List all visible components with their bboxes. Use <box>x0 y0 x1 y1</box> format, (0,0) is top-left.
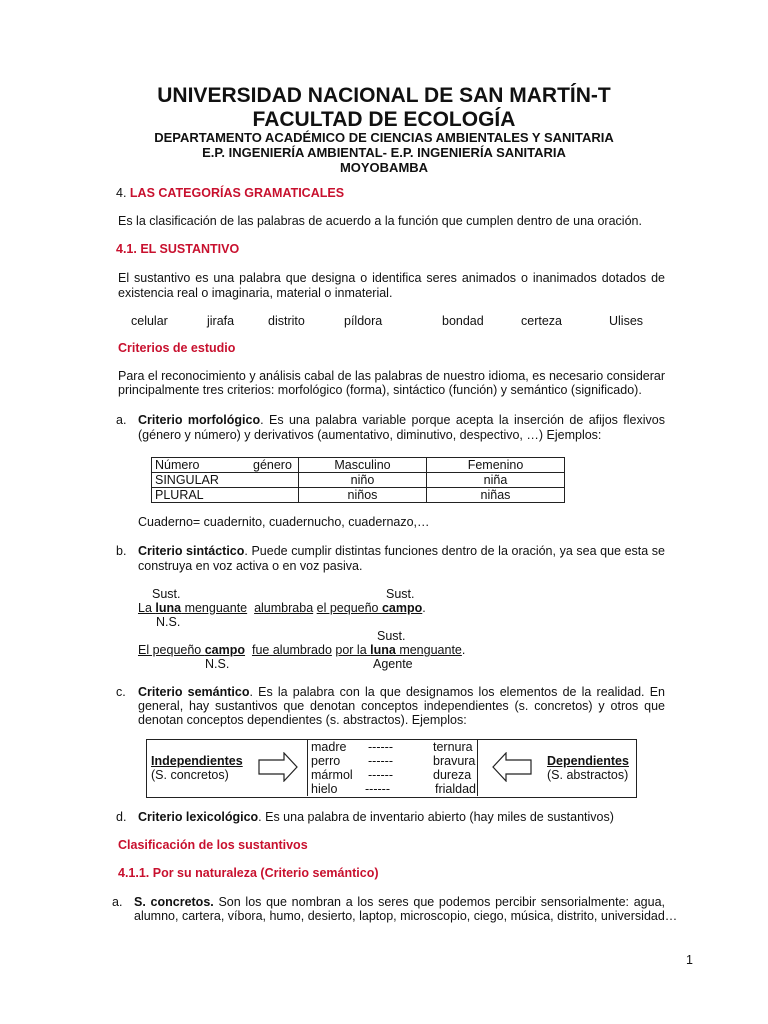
section-411-letter: a. <box>112 895 123 909</box>
row-masculino: niños <box>299 488 427 503</box>
ns-label: N.S. <box>205 657 230 671</box>
criterios-line1: Para el reconocimiento y análisis cabal de las palabras de nuestro idioma, es necesario considerar <box>118 369 665 383</box>
pair-b: bravura <box>433 754 476 768</box>
crit-d-text: . Es una palabra de inventario abierto (hay miles de sustantivos) <box>258 810 614 824</box>
crit-a-name: Criterio morfológico <box>138 413 261 427</box>
crit-b-line1 <box>138 544 665 559</box>
criterios-line2: principalmente tres criterios: morfológico (forma), sintáctico (función) y semántico (significado). <box>118 383 642 397</box>
clasif-title: Clasificación de los sustantivos <box>118 838 308 852</box>
row-label: SINGULAR <box>152 473 299 488</box>
example-word: bondad <box>442 314 484 328</box>
crit-b-text: . Puede cumplir distintas funciones dentro de la oración, ya sea que esta se <box>244 544 665 558</box>
independientes-sub: (S. concretos) <box>151 768 229 782</box>
table-row <box>152 488 565 503</box>
sust-label: Sust. <box>152 587 181 601</box>
row-label: PLURAL <box>152 488 299 503</box>
crit-d-line <box>138 810 614 825</box>
section-411-line1 <box>134 895 665 910</box>
header-numero: Número <box>155 458 200 472</box>
pair-a: madre <box>311 740 347 754</box>
department-title: DEPARTAMENTO ACADÉMICO DE CIENCIAS AMBIENTALES Y SANITARIA <box>154 130 614 145</box>
section-411-name: S. concretos. <box>134 895 214 909</box>
section-4-title: LAS CATEGORÍAS GRAMATICALES <box>129 186 345 200</box>
section-41-title: 4.1. EL SUSTANTIVO <box>116 242 240 256</box>
crit-a-text: . Es una palabra variable porque acepta la inserción de afijos flexivos <box>260 413 665 427</box>
independientes-label: Independientes <box>151 754 243 768</box>
table-row <box>152 473 565 488</box>
section-411-line2: alumno, cartera, víbora, humo, desierto, laptop, microscopio, ciego, música, distrito, universidad… <box>134 909 678 923</box>
crit-b-name: Criterio sintáctico <box>138 544 245 558</box>
row-femenino: niña <box>427 473 565 488</box>
crit-b-line2: construya en voz activa o en voz pasiva. <box>138 559 363 573</box>
sentence-passive: El pequeño campo fue alumbrado por la luna menguante. <box>138 643 466 657</box>
pair-b: frialdad <box>435 782 476 796</box>
example-word: píldora <box>344 314 383 328</box>
pair-dash: ------ <box>368 740 393 754</box>
pair-dash: ------ <box>368 768 393 782</box>
header-masculino: Masculino <box>299 458 427 473</box>
crit-d-letter: d. <box>116 810 127 824</box>
example-word: jirafa <box>207 314 235 328</box>
section-4-text: Es la clasificación de las palabras de acuerdo a la función que cumplen dentro de una oración. <box>118 214 642 228</box>
crit-c-line1 <box>138 685 665 700</box>
example-word: certeza <box>521 314 562 328</box>
ns-label: N.S. <box>156 615 181 629</box>
agente-label: Agente <box>373 657 413 671</box>
right-arrow-icon <box>258 752 298 782</box>
sust-label: Sust. <box>386 587 415 601</box>
section-411-text: Son los que nombran a los seres que podemos percibir sensorialmente: agua, <box>213 895 665 909</box>
crit-c-line2: general, hay sustantivos que denotan conceptos independientes (s. concretos) y otros que <box>138 699 665 713</box>
sentence-active: La luna menguante alumbraba el pequeño campo. <box>138 601 426 615</box>
section-4-number: 4. <box>116 186 127 200</box>
table-header-cell <box>152 458 299 473</box>
crit-a-extra: Cuaderno= cuadernito, cuadernucho, cuadernazo,… <box>138 515 430 529</box>
pair-dash: ------ <box>368 754 393 768</box>
pair-a: mármol <box>311 768 353 782</box>
section-411-title: 4.1.1. Por su naturaleza (Criterio semántico) <box>118 866 379 880</box>
pair-a: hielo <box>311 782 338 796</box>
university-title: UNIVERSIDAD NACIONAL DE SAN MARTÍN-T <box>157 84 611 107</box>
crit-b-letter: b. <box>116 544 127 558</box>
crit-c-letter: c. <box>116 685 126 699</box>
pair-dash: ------ <box>365 782 390 796</box>
crit-a-letter: a. <box>116 413 127 427</box>
left-arrow-icon <box>492 752 532 782</box>
header-genero: género <box>253 458 292 472</box>
example-word: distrito <box>268 314 305 328</box>
crit-c-line3: denotan conceptos dependientes (s. abstractos). Ejemplos: <box>138 713 467 727</box>
crit-c-name: Criterio semántico <box>138 685 250 699</box>
page-number: 1 <box>686 953 693 967</box>
crit-c-text: . Es la palabra con la que designamos los elementos de la realidad. En <box>249 685 665 699</box>
section-41-line2: existencia real o imaginaria, material o inmaterial. <box>118 286 393 300</box>
crit-a-line1 <box>138 413 665 428</box>
criterios-title: Criterios de estudio <box>118 341 236 355</box>
crit-d-name: Criterio lexicológico <box>138 810 259 824</box>
schools-title: E.P. INGENIERÍA AMBIENTAL- E.P. INGENIERÍA SANITARIA <box>202 145 566 160</box>
header-femenino: Femenino <box>427 458 565 473</box>
row-masculino: niño <box>299 473 427 488</box>
gender-number-table <box>151 457 565 503</box>
pair-a: perro <box>311 754 341 768</box>
section-4-heading <box>116 186 344 201</box>
faculty-title: FACULTAD DE ECOLOGÍA <box>252 108 516 131</box>
sust-label: Sust. <box>377 629 406 643</box>
example-word: celular <box>131 314 168 328</box>
crit-a-line2: (género y número) y derivativos (aumentativo, diminutivo, despectivo, …) Ejemplos: <box>138 428 602 442</box>
dependientes-sub: (S. abstractos) <box>547 768 629 782</box>
dependientes-label: Dependientes <box>547 754 629 768</box>
example-word: Ulises <box>609 314 644 328</box>
pair-b: dureza <box>433 768 472 782</box>
row-femenino: niñas <box>427 488 565 503</box>
city-title: MOYOBAMBA <box>339 160 429 175</box>
section-41-line1: El sustantivo es una palabra que designa o identifica seres animados o inanimados dotados de <box>118 271 665 285</box>
pair-b: ternura <box>433 740 473 754</box>
